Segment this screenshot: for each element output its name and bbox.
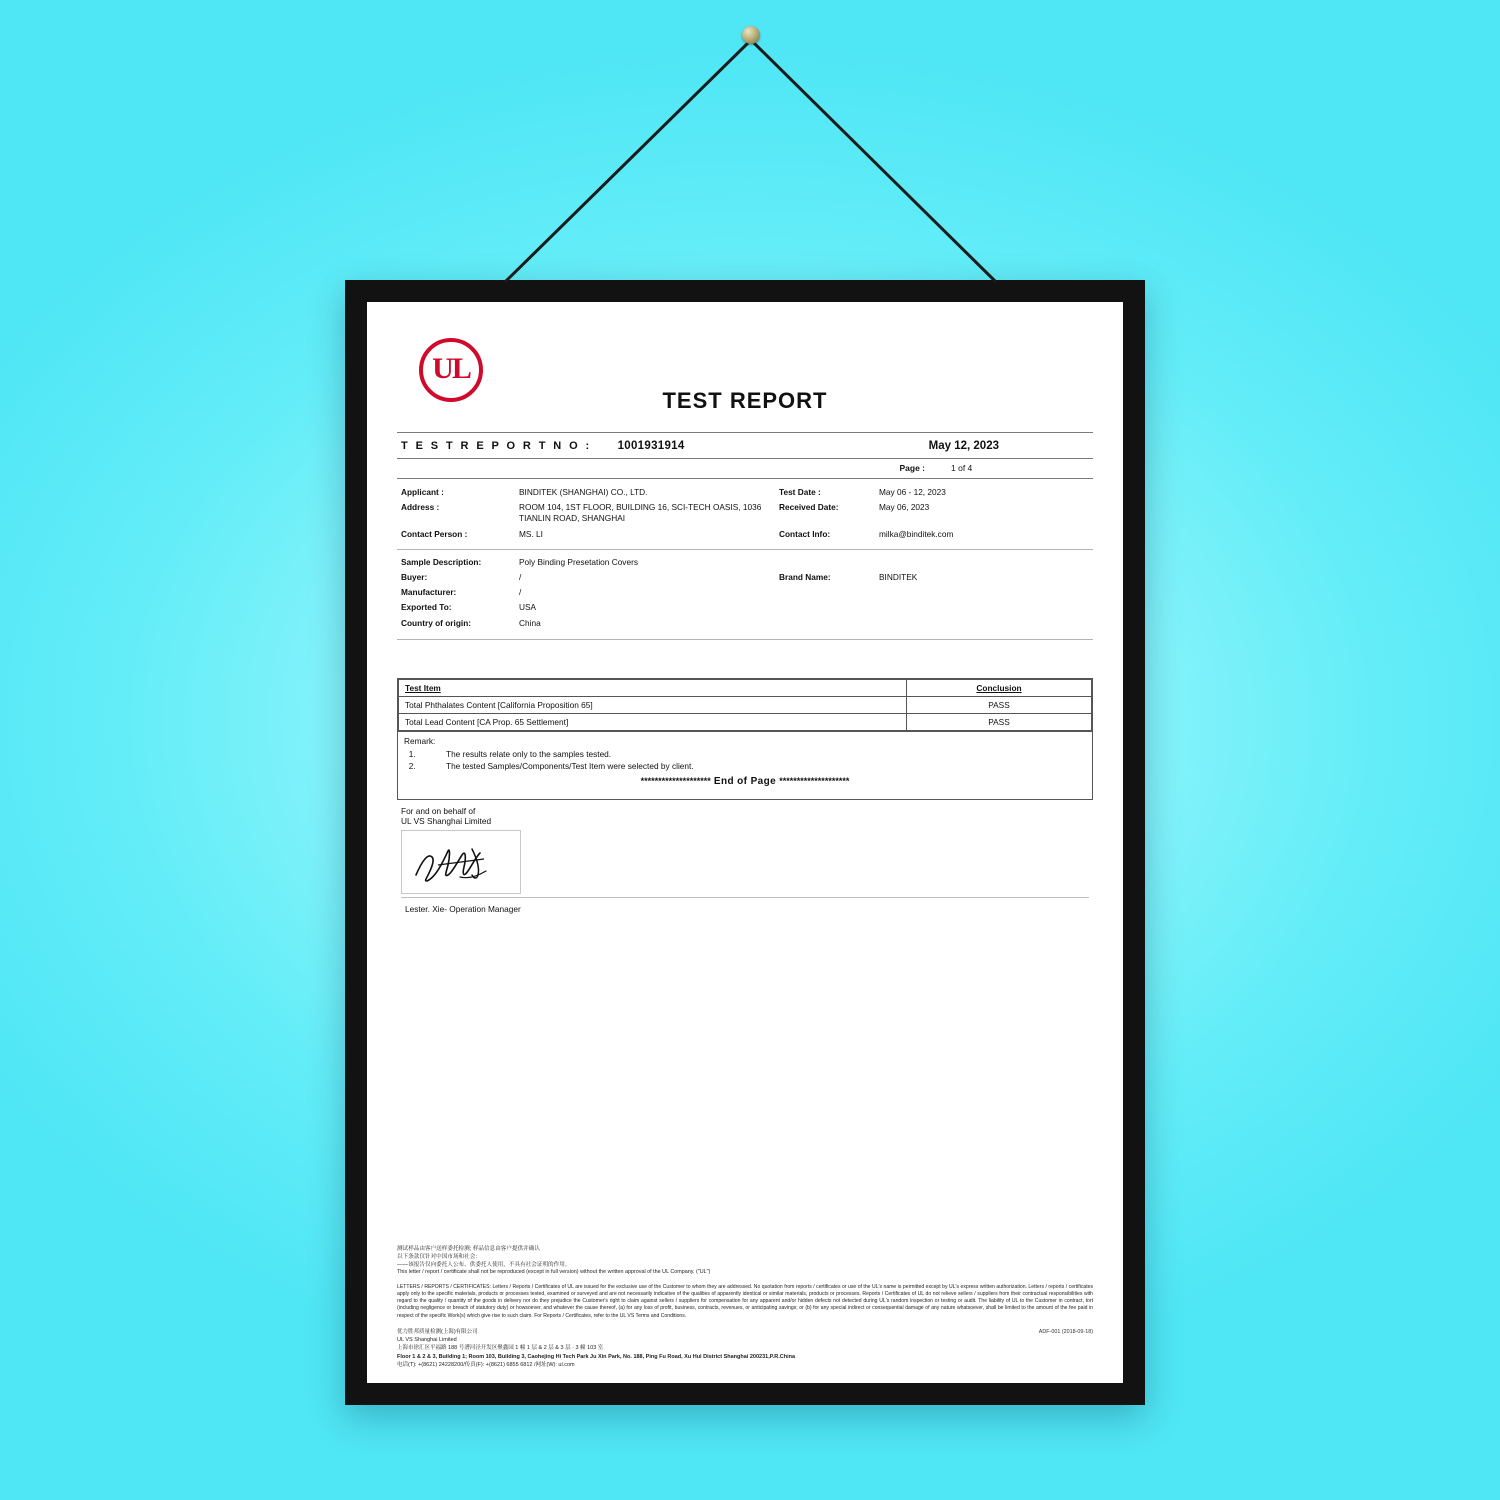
applicant-label: Applicant :	[401, 487, 444, 497]
remark-list	[404, 749, 1086, 771]
column-header-conclusion: Conclusion	[907, 679, 1092, 696]
contact-info-value: milka@binditek.com	[879, 528, 954, 539]
contact-person-value: MS. LI	[519, 528, 543, 539]
info-row	[401, 502, 1089, 524]
footer-doc-code: ADF-001 (2018-09-18)	[1038, 1328, 1093, 1335]
brand-name-label: Brand Name:	[779, 571, 831, 582]
picture-frame	[345, 280, 1145, 1405]
end-of-page-text: End of Page	[713, 775, 777, 787]
info-row	[401, 572, 1089, 583]
table-header-row	[399, 679, 1092, 696]
footer-legal-text: LETTERS / REPORTS / CERTIFICATES: Letters / Reports / Certificates of UL are issued for the exclusive use of the Customer to whom they are addressed. No quotation from reports / certificates or use of the UL's name is permitted except by UL's express written authorization. Letters / reports / certificates apply only to the specific materials, products or processes tested, examined or surveyed and are not necessarily indicative of the qualities of apparently identical or similar materials, products or processes. Reports / Certificates of UL do not relieve sellers / suppliers from their contractual responsibilities with regard to the quality / quantity of the goods in delivery nor do they prejudice the Customer's right to claim against sellers / suppliers for compensation for any apparent and/or hidden defects not detected during UL's random inspection or testing or audit. The liability of UL to the Customer in contract, tort (including negligence or breach of statutory duty) or howsoever, and whatever the cause thereof, (a) for any loss of profit, business, contracts, revenues, or anticipating savings; or (b) for any special indirect or consequential damage of any nature whatsoever, shall be limited to the amount of the fee paid in respect of the specific Work(s) which give rise to such claim. For Reports / Certificates, refer to the UL VS Terms and Conditions.	[397, 1283, 1093, 1319]
info-row	[401, 602, 1089, 613]
page-value: 1 of 4	[951, 463, 973, 473]
document-footer	[397, 1245, 1093, 1370]
info-row	[401, 618, 1089, 629]
contact-person-label: Contact Person :	[401, 528, 468, 539]
country-of-origin-label: Country of origin:	[401, 617, 472, 628]
sample-description-label: Sample Description:	[401, 556, 482, 567]
document-header	[397, 328, 1093, 432]
wall-hook	[742, 26, 760, 44]
sample-info-block	[397, 550, 1093, 639]
signature-entity: UL VS Shanghai Limited	[401, 815, 492, 826]
address-value: ROOM 104, 1ST FLOOR, BUILDING 16, SCI-TECH OASIS, 1036 TIANLIN ROAD, SHANGHAI	[519, 502, 762, 524]
signatory-name: Lester. Xie- Operation Manager	[405, 903, 521, 914]
conclusion-cell: PASS	[907, 696, 1092, 713]
document-page	[367, 302, 1123, 1383]
page-label: Page :	[899, 463, 925, 473]
report-number-row	[397, 433, 1093, 458]
footer-address-en: Floor 1 & 2 & 3, Building 1; Room 103, Building 3, Caohejing Hi Tech Park Ju Xin Park, No. 188, Ping Fu Road, Xu Hui District Shanghai 200231,P.R.China	[397, 1353, 796, 1360]
footer-company-en: UL VS Shanghai Limited	[397, 1337, 457, 1343]
footer-address-block	[397, 1328, 1093, 1369]
received-date-value: May 06, 2023	[879, 502, 930, 513]
ul-logo-text: UL	[432, 352, 470, 385]
table-row	[399, 696, 1092, 713]
test-item-cell: Total Phthalates Content [California Proposition 65]	[399, 696, 907, 713]
end-of-page-marker	[404, 773, 1086, 791]
address-label: Address :	[401, 502, 440, 513]
list-item: 2. The tested Samples/Components/Test Item were selected by client.	[418, 761, 1086, 771]
country-of-origin-value: China	[519, 617, 541, 628]
applicant-info-block	[397, 479, 1093, 549]
buyer-label: Buyer:	[401, 571, 428, 582]
footer-cn-line-3: ——该报告仅向委托人公布、供委托人使用，不具有社会证明的作用。	[397, 1261, 571, 1268]
footer-cn-line-1: 测试样品由客户送样委托检测; 样品信息由客户提供并确认	[397, 1245, 540, 1252]
info-row	[401, 529, 1089, 540]
manufacturer-value: /	[519, 587, 522, 598]
frame-mat	[367, 302, 1123, 1383]
remark-title: Remark:	[404, 735, 436, 746]
exported-to-value: USA	[519, 602, 537, 613]
report-no-label: T E S T R E P O R T N O :	[401, 440, 592, 452]
footer-company-cn: 优力胜邦质量检测(上海)有限公司	[397, 1328, 478, 1335]
divider	[397, 639, 1093, 640]
end-of-page-stars-left: ********************	[640, 775, 711, 786]
brand-name-value: BINDITEK	[879, 571, 918, 582]
received-date-label: Received Date:	[779, 502, 839, 513]
footer-address-cn: 上海市徐汇区平福路 188 号漕河泾开发区聚鑫园 1 幢 1 层 & 2 层 & 3 层 · 3 幢 103 室	[397, 1345, 604, 1352]
report-no-value: 1001931914	[617, 440, 685, 452]
footer-phone-line: 电话(T): +(8621) 24228200/传真(F): +(8621) 6855 6812 /网址(W): ul.com	[397, 1361, 575, 1368]
signature-image	[401, 830, 521, 894]
manufacturer-label: Manufacturer:	[401, 587, 457, 598]
sample-description-value: Poly Binding Presetation Covers	[519, 556, 638, 567]
results-table	[397, 678, 1093, 800]
footer-en-line: This letter / report / certificate shall not be reproduced (except in full version) without the written approval of the UL Company. ("UL")	[397, 1268, 711, 1275]
test-results-table	[398, 679, 1092, 731]
signature-block	[397, 800, 1093, 914]
info-row	[401, 587, 1089, 598]
info-row	[401, 557, 1089, 568]
conclusion-cell: PASS	[907, 713, 1092, 730]
buyer-value: /	[519, 571, 522, 582]
contact-info-label: Contact Info:	[779, 528, 831, 539]
for-and-on-behalf-text: For and on behalf of	[401, 805, 476, 816]
footer-cn-line-2: 以下条款仅针对中国市场和社会：	[397, 1253, 481, 1260]
column-header-test-item: Test Item	[399, 679, 907, 696]
hanging-wire	[0, 0, 1500, 300]
page-title: TEST REPORT	[662, 388, 828, 413]
exported-to-label: Exported To:	[401, 602, 452, 613]
remark-block	[398, 731, 1092, 799]
test-date-value: May 06 - 12, 2023	[879, 487, 946, 497]
end-of-page-stars-right: ********************	[779, 775, 850, 786]
test-date-label: Test Date :	[779, 487, 821, 497]
test-item-cell: Total Lead Content [CA Prop. 65 Settlement]	[399, 713, 907, 730]
list-item: 1. The results relate only to the samples tested.	[418, 749, 1086, 759]
report-date: May 12, 2023	[928, 440, 999, 452]
table-row	[399, 713, 1092, 730]
applicant-value: BINDITEK (SHANGHAI) CO., LTD.	[519, 487, 648, 497]
page-number-row	[397, 459, 1093, 478]
info-row	[401, 487, 1089, 498]
